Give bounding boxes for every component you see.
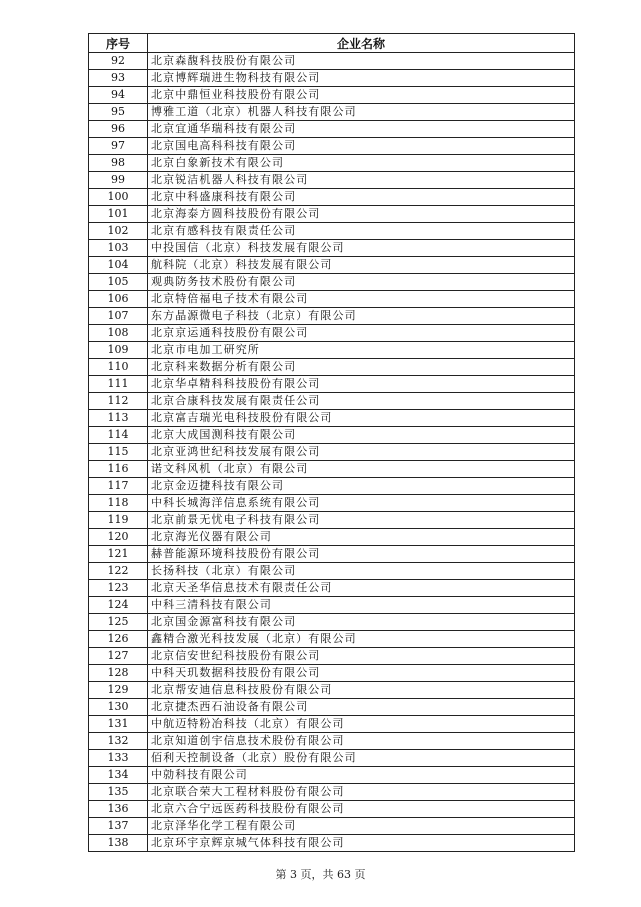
row-index: 101 — [89, 206, 148, 223]
company-table-container — [88, 33, 574, 852]
row-company-name: 北京帮安迪信息科技股份有限公司 — [148, 682, 575, 699]
header-index: 序号 — [89, 34, 148, 53]
row-company-name: 北京富吉瑞光电科技股份有限公司 — [148, 410, 575, 427]
table-row — [89, 53, 575, 70]
row-index: 105 — [89, 274, 148, 291]
table-row — [89, 835, 575, 852]
row-company-name: 中投国信（北京）科技发展有限公司 — [148, 240, 575, 257]
row-index: 134 — [89, 767, 148, 784]
row-index: 124 — [89, 597, 148, 614]
row-company-name: 北京锐洁机器人科技有限公司 — [148, 172, 575, 189]
row-company-name: 北京特倍福电子技术有限公司 — [148, 291, 575, 308]
row-company-name: 北京六合宁远医药科技股份有限公司 — [148, 801, 575, 818]
table-row — [89, 750, 575, 767]
table-row — [89, 206, 575, 223]
table-row — [89, 70, 575, 87]
row-index: 104 — [89, 257, 148, 274]
table-body — [89, 53, 575, 852]
row-company-name: 北京海泰方圆科技股份有限公司 — [148, 206, 575, 223]
table-row — [89, 478, 575, 495]
row-index: 113 — [89, 410, 148, 427]
table-row — [89, 223, 575, 240]
row-company-name: 长扬科技（北京）有限公司 — [148, 563, 575, 580]
row-index: 122 — [89, 563, 148, 580]
row-index: 135 — [89, 784, 148, 801]
table-row — [89, 342, 575, 359]
row-company-name: 中勍科技有限公司 — [148, 767, 575, 784]
row-company-name: 博雅工道（北京）机器人科技有限公司 — [148, 104, 575, 121]
table-row — [89, 240, 575, 257]
row-index: 96 — [89, 121, 148, 138]
row-company-name: 北京前景无忧电子科技有限公司 — [148, 512, 575, 529]
table-row — [89, 580, 575, 597]
row-index: 138 — [89, 835, 148, 852]
row-company-name: 北京天圣华信息技术有限责任公司 — [148, 580, 575, 597]
row-company-name: 北京合康科技发展有限责任公司 — [148, 393, 575, 410]
row-company-name: 北京宜通华瑞科技有限公司 — [148, 121, 575, 138]
row-company-name: 北京博辉瑞进生物科技有限公司 — [148, 70, 575, 87]
row-company-name: 佰利天控制设备（北京）股份有限公司 — [148, 750, 575, 767]
row-company-name: 北京环宇京辉京城气体科技有限公司 — [148, 835, 575, 852]
row-company-name: 北京中科盛康科技有限公司 — [148, 189, 575, 206]
row-company-name: 北京捷杰西石油设备有限公司 — [148, 699, 575, 716]
row-company-name: 中航迈特粉冶科技（北京）有限公司 — [148, 716, 575, 733]
row-index: 114 — [89, 427, 148, 444]
header-company-name: 企业名称 — [148, 34, 575, 53]
table-row — [89, 495, 575, 512]
table-row — [89, 614, 575, 631]
row-company-name: 北京大成国测科技有限公司 — [148, 427, 575, 444]
row-company-name: 北京泽华化学工程有限公司 — [148, 818, 575, 835]
table-row — [89, 597, 575, 614]
row-company-name: 北京森馥科技股份有限公司 — [148, 53, 575, 70]
table-row — [89, 427, 575, 444]
table-row — [89, 444, 575, 461]
table-row — [89, 291, 575, 308]
row-company-name: 北京知道创宇信息技术股份有限公司 — [148, 733, 575, 750]
table-row — [89, 512, 575, 529]
table-row — [89, 376, 575, 393]
row-index: 136 — [89, 801, 148, 818]
row-company-name: 北京海光仪器有限公司 — [148, 529, 575, 546]
row-company-name: 北京京运通科技股份有限公司 — [148, 325, 575, 342]
row-index: 126 — [89, 631, 148, 648]
page-footer: 第 3 页，共 63 页 — [275, 868, 366, 881]
row-index: 137 — [89, 818, 148, 835]
company-list-table — [88, 33, 575, 852]
row-company-name: 北京国电高科科技有限公司 — [148, 138, 575, 155]
row-index: 120 — [89, 529, 148, 546]
row-index: 131 — [89, 716, 148, 733]
table-row — [89, 104, 575, 121]
row-company-name: 北京信安世纪科技股份有限公司 — [148, 648, 575, 665]
row-company-name: 中科天玑数据科技股份有限公司 — [148, 665, 575, 682]
row-index: 94 — [89, 87, 148, 104]
row-index: 133 — [89, 750, 148, 767]
row-company-name: 东方晶源微电子科技（北京）有限公司 — [148, 308, 575, 325]
row-company-name: 中科三清科技有限公司 — [148, 597, 575, 614]
row-company-name: 北京金迈捷科技有限公司 — [148, 478, 575, 495]
table-row — [89, 818, 575, 835]
row-index: 130 — [89, 699, 148, 716]
row-company-name: 北京亚鸿世纪科技发展有限公司 — [148, 444, 575, 461]
row-index: 123 — [89, 580, 148, 597]
table-row — [89, 631, 575, 648]
table-row — [89, 87, 575, 104]
table-row — [89, 172, 575, 189]
table-row — [89, 121, 575, 138]
table-row — [89, 648, 575, 665]
row-company-name: 北京中鼎恒业科技股份有限公司 — [148, 87, 575, 104]
row-company-name: 观典防务技术股份有限公司 — [148, 274, 575, 291]
row-index: 103 — [89, 240, 148, 257]
row-index: 112 — [89, 393, 148, 410]
row-company-name: 北京华卓精科科技股份有限公司 — [148, 376, 575, 393]
table-row — [89, 155, 575, 172]
table-row — [89, 359, 575, 376]
table-row — [89, 410, 575, 427]
table-row — [89, 308, 575, 325]
row-index: 117 — [89, 478, 148, 495]
row-index: 127 — [89, 648, 148, 665]
row-index: 121 — [89, 546, 148, 563]
row-company-name: 诺文科风机（北京）有限公司 — [148, 461, 575, 478]
table-row — [89, 784, 575, 801]
row-index: 129 — [89, 682, 148, 699]
table-row — [89, 393, 575, 410]
row-index: 100 — [89, 189, 148, 206]
row-company-name: 北京科来数据分析有限公司 — [148, 359, 575, 376]
table-row — [89, 563, 575, 580]
table-row — [89, 716, 575, 733]
row-index: 119 — [89, 512, 148, 529]
row-index: 102 — [89, 223, 148, 240]
table-row — [89, 682, 575, 699]
row-company-name: 航科院（北京）科技发展有限公司 — [148, 257, 575, 274]
row-company-name: 北京国金源富科技有限公司 — [148, 614, 575, 631]
row-index: 97 — [89, 138, 148, 155]
row-company-name: 北京联合荣大工程材料股份有限公司 — [148, 784, 575, 801]
row-index: 93 — [89, 70, 148, 87]
table-row — [89, 801, 575, 818]
row-index: 116 — [89, 461, 148, 478]
table-row — [89, 138, 575, 155]
row-index: 98 — [89, 155, 148, 172]
row-index: 118 — [89, 495, 148, 512]
row-index: 109 — [89, 342, 148, 359]
row-company-name: 中科长城海洋信息系统有限公司 — [148, 495, 575, 512]
table-row — [89, 699, 575, 716]
row-company-name: 鑫精合激光科技发展（北京）有限公司 — [148, 631, 575, 648]
row-index: 128 — [89, 665, 148, 682]
table-row — [89, 529, 575, 546]
row-index: 132 — [89, 733, 148, 750]
row-index: 108 — [89, 325, 148, 342]
row-index: 111 — [89, 376, 148, 393]
table-row — [89, 257, 575, 274]
table-row — [89, 274, 575, 291]
row-company-name: 赫普能源环境科技股份有限公司 — [148, 546, 575, 563]
table-row — [89, 189, 575, 206]
row-index: 99 — [89, 172, 148, 189]
table-row — [89, 461, 575, 478]
row-index: 115 — [89, 444, 148, 461]
table-row — [89, 665, 575, 682]
row-company-name: 北京有感科技有限责任公司 — [148, 223, 575, 240]
row-company-name: 北京白象新技术有限公司 — [148, 155, 575, 172]
row-index: 92 — [89, 53, 148, 70]
table-row — [89, 546, 575, 563]
table-row — [89, 733, 575, 750]
row-company-name: 北京市电加工研究所 — [148, 342, 575, 359]
row-index: 107 — [89, 308, 148, 325]
row-index: 95 — [89, 104, 148, 121]
row-index: 106 — [89, 291, 148, 308]
table-row — [89, 325, 575, 342]
header-row — [89, 34, 575, 53]
table-row — [89, 767, 575, 784]
row-index: 110 — [89, 359, 148, 376]
row-index: 125 — [89, 614, 148, 631]
table-header — [89, 34, 575, 53]
